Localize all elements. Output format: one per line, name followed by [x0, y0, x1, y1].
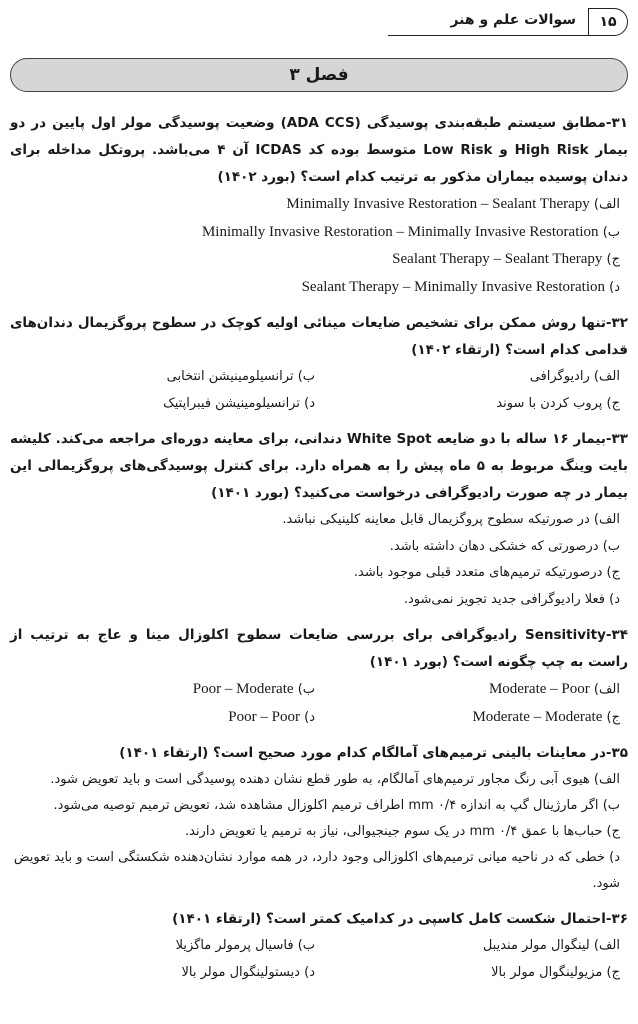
option-c: ج) مزیولینگوال مولر بالا: [491, 964, 620, 980]
option-c: ج) حباب‌ها با عمق ۰/۴ mm در یک سوم جینجیوالی، نیاز به ترمیم یا تعویض دارند.: [184, 824, 620, 839]
question-list: [10, 110, 628, 995]
option-c: ج) پروب کردن با سوند: [496, 395, 620, 411]
option-b: ب) اگر مارژینال گپ به اندازه ۰/۴ mm اطراف ترمیم اکلوزال مشاهده شد، تعویض ترمیم توصیه می‌شود.: [53, 798, 620, 813]
options-grid: [10, 364, 628, 417]
option-b: ب) Poor – Moderate: [192, 681, 315, 697]
option-c: ج) درصورتیکه ترمیم‌های متعدد قبلی موجود باشد.: [353, 565, 620, 580]
option-d: د) Poor – Poor: [228, 708, 315, 725]
option-a: الف) رادیوگرافی: [529, 369, 620, 384]
option-a: الف) Minimally Invasive Restoration – Sealant Therapy: [286, 196, 620, 212]
option-a: الف) در صورتیکه سطوح پروگزیمال قابل معاینه کلینیکی نباشد.: [282, 512, 620, 527]
question-32: [10, 310, 628, 417]
header-rule: [388, 35, 588, 36]
question-36: [10, 906, 628, 986]
options-grid: [10, 676, 628, 731]
option-b: ب) فاسیال پرمولر ماگزیلا: [175, 938, 315, 953]
option-a: الف) هیوی آبی رنگ مجاور ترمیم‌های آمالگام، به طور قطع نشان دهنده پوسیدگی است و باید تعویض شود.: [50, 772, 620, 787]
chapter-title: فصل ۳: [289, 65, 349, 85]
question-stem: ۳۵-در معاینات بالینی ترمیم‌های آمالگام کدام مورد صحیح است؟ (ارتقاء ۱۴۰۱): [119, 745, 628, 761]
page-number: ۱۵: [588, 8, 628, 36]
book-title: سوالات علم و هنر: [450, 12, 576, 28]
option-d: د) ترانسیلومینیشن فیبراپتیک: [163, 395, 315, 411]
option-d: د) دیستولینگوال مولر بالا: [181, 964, 315, 980]
question-stem: ۳۶-احتمال شکست کامل کاسپی در کدامیک کمتر است؟ (ارتقاء ۱۴۰۱): [172, 911, 628, 927]
page-header: [10, 8, 628, 38]
question-stem: ۳۲-تنها روش ممکن برای تشخیص ضایعات مینائی اولیه کوچک در سطوح پروگزیمال دندان‌های قدامی کدام است؟ (ارتقاء ۱۴۰۲): [10, 315, 628, 358]
option-b: ب) Minimally Invasive Restoration – Minimally Invasive Restoration: [201, 223, 620, 240]
question-34: [10, 622, 628, 731]
option-a: الف) Moderate – Poor: [488, 681, 620, 697]
option-c: ج) Sealant Therapy – Sealant Therapy: [392, 251, 620, 267]
option-a: الف) لینگوال مولر مندیبل: [482, 938, 620, 953]
option-b: ب) ترانسیلومینیشن انتخابی: [166, 369, 315, 384]
option-d: د) خطی که در ناحیه میانی ترمیم‌های اکلوزالی وجود دارد، در همه موارد نشان‌دهنده شکستگی است و باید تعویض شود.: [13, 850, 620, 891]
question-stem: ۳۳-بیمار ۱۶ ساله با دو ضایعه White Spot دندانی، برای معاینه دوره‌ای مراجعه می‌کند. کلیشه بایت وینگ مربوط به ۵ ماه پیش را به همراه دارد. برای کنترل پوسیدگی‌های پروگزیمالی این بیمار در چه صورت رادیوگرافی درخواست می‌کنید؟ (بورد ۱۴۰۱): [10, 431, 629, 501]
options-grid: [10, 933, 628, 986]
question-stem: ۳۱-مطابق سیستم طبقه‌بندی پوسیدگی (ADA CCS) وضعیت پوسیدگی مولر اول پایین در دو بیمار High Risk و Low Risk متوسط بوده کد ICDAS آن ۴ می‌باشد. پروتکل مداخله برای دندان پوسیده بیماران مذکور به ترتیب کدام است؟ (بورد ۱۴۰۲): [10, 115, 628, 185]
question-33: [10, 426, 628, 613]
option-d: د) فعلا رادیوگرافی جدید تجویز نمی‌شود.: [403, 591, 620, 607]
chapter-banner: [10, 58, 628, 92]
option-d: د) Sealant Therapy – Minimally Invasive Restoration: [301, 278, 620, 295]
question-31: [10, 110, 628, 301]
option-b: ب) درصورتی که خشکی دهان داشته باشد.: [389, 538, 620, 554]
option-c: ج) Moderate – Moderate: [472, 708, 620, 725]
question-35: [10, 740, 628, 897]
question-stem: ۳۴-Sensitivity رادیوگرافی برای بررسی ضایعات سطوح اکلوزال مینا و عاج به ترتیب از راست به چپ چگونه است؟ (بورد ۱۴۰۱): [10, 627, 628, 670]
